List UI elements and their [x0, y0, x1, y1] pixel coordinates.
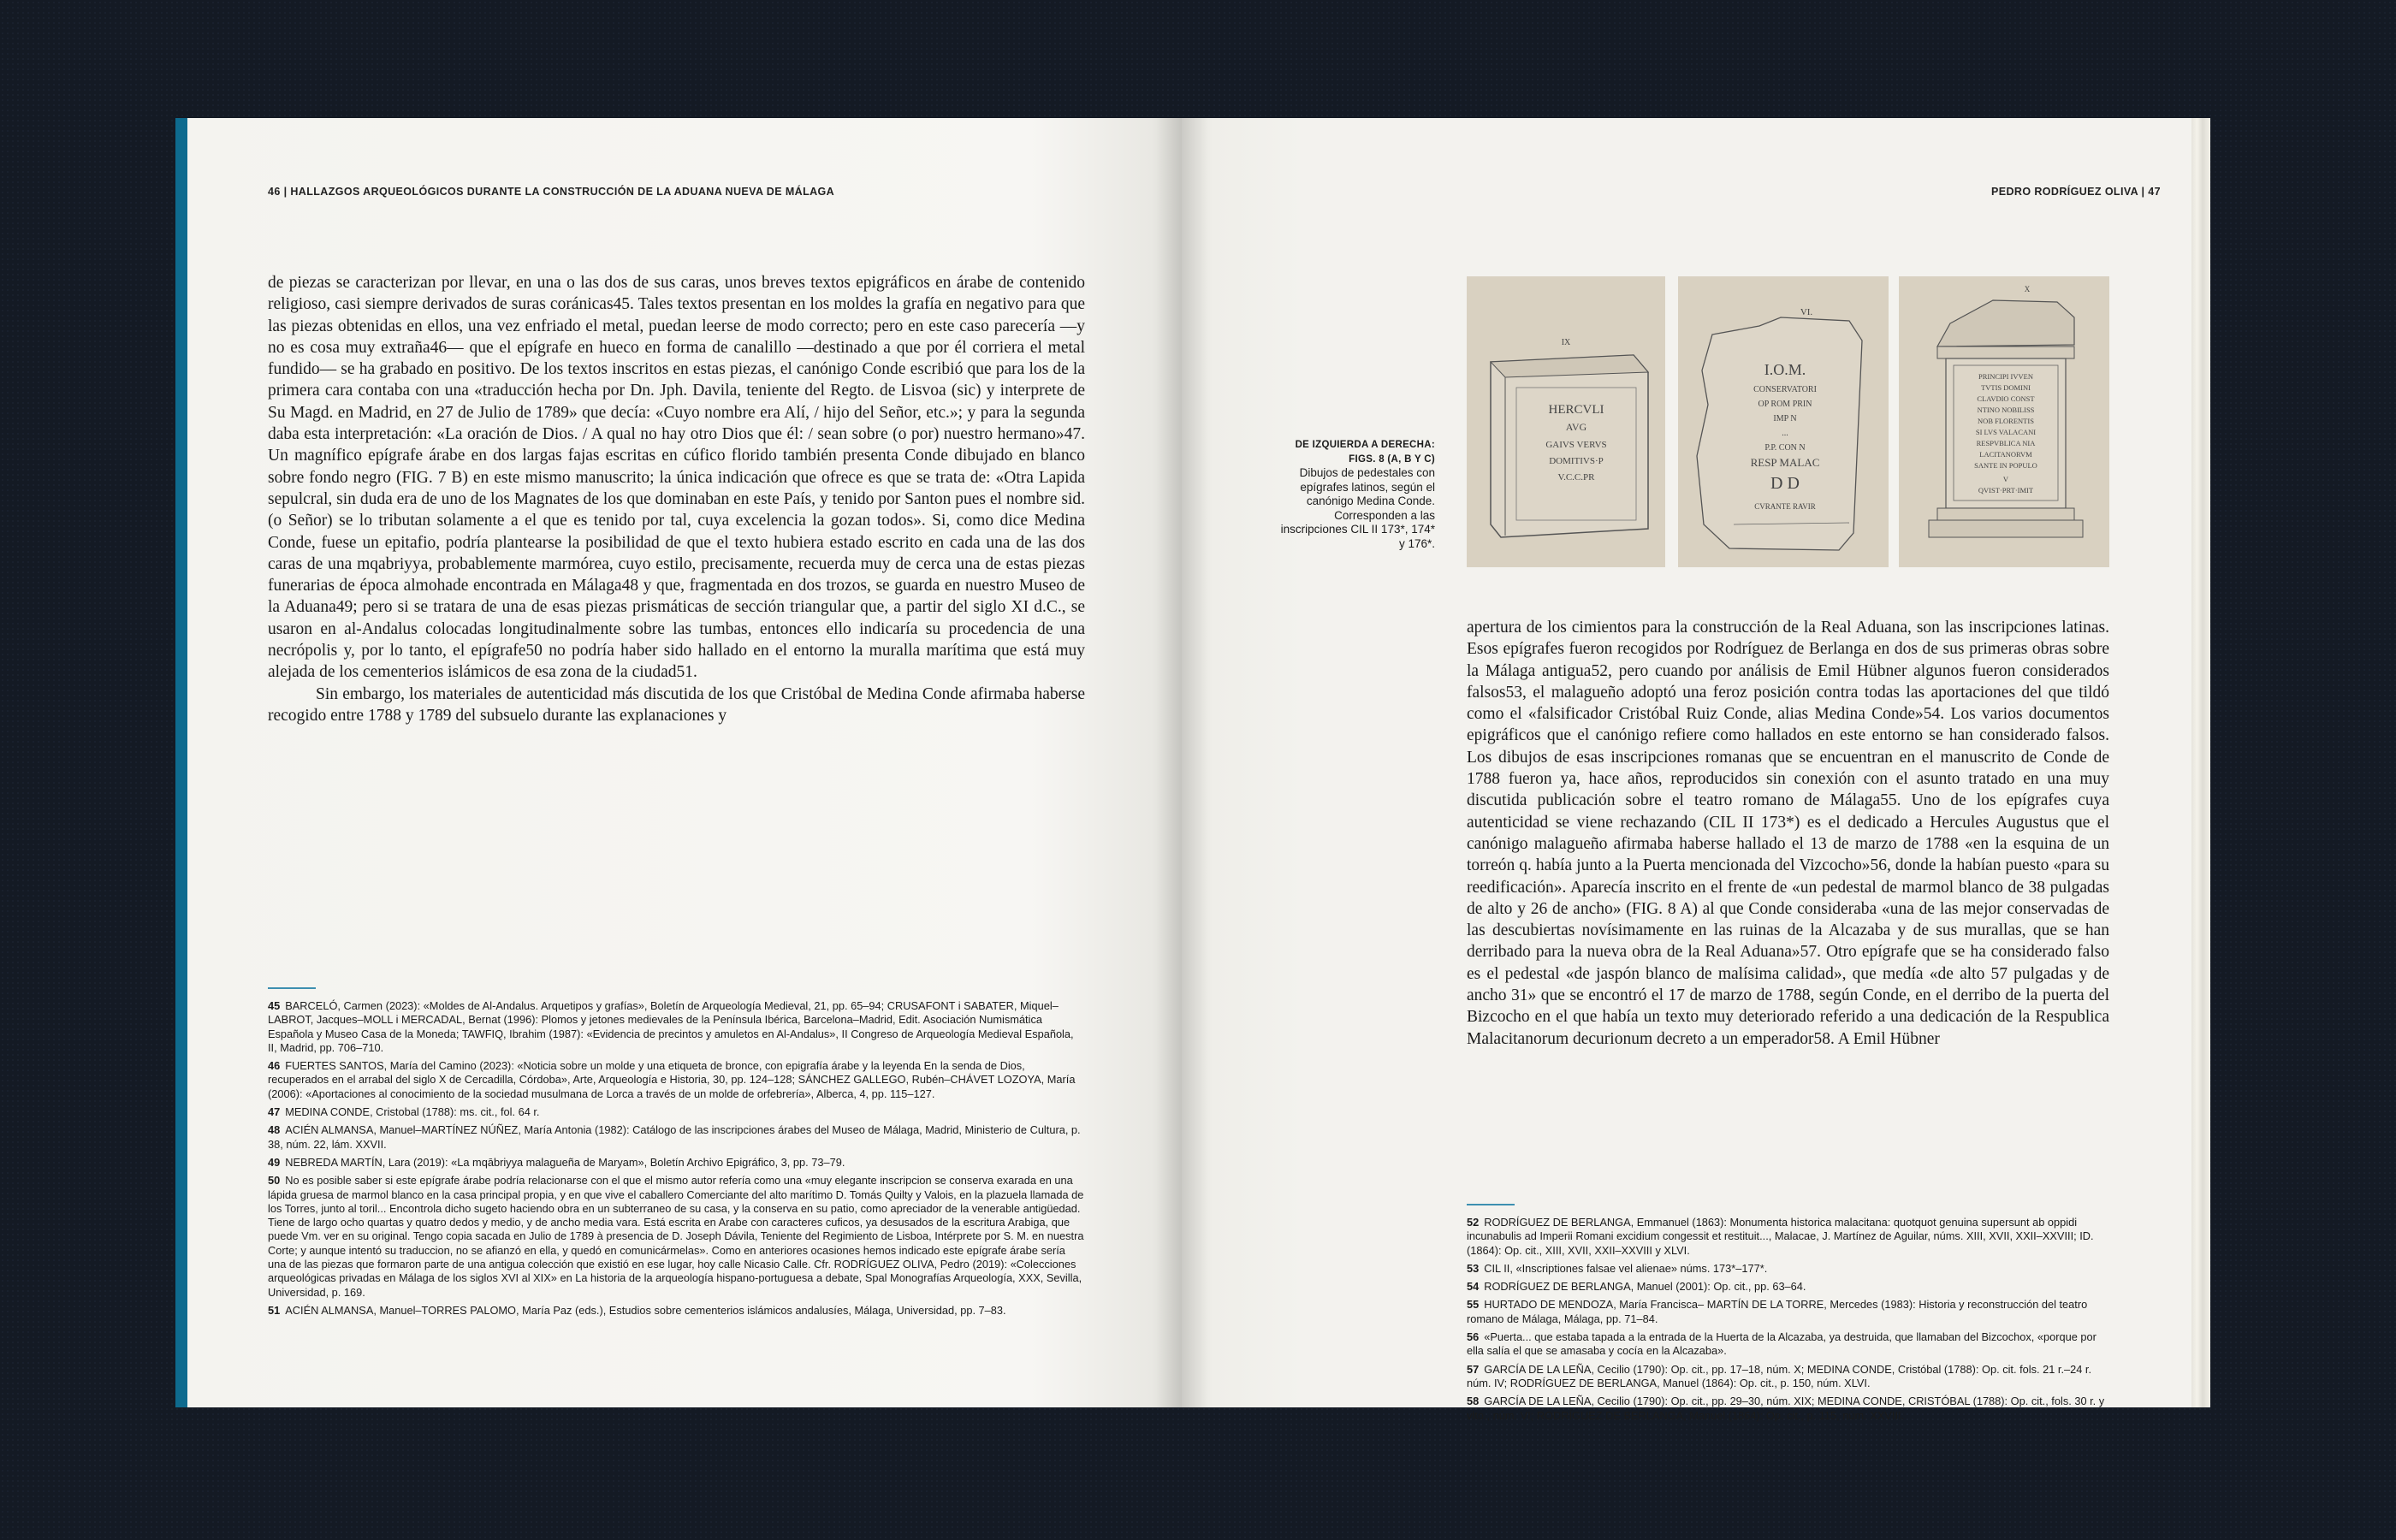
inscription-line: LACITANORVM	[1979, 450, 2032, 459]
inscription-line: OP ROM PRIN	[1758, 400, 1812, 409]
footnote: 48 ACIÉN ALMANSA, Manuel–MARTÍNEZ NÚÑEZ, María Antonia (1982): Catálogo de las inscripciones árabes del Museo de Málaga, Madrid, Ministerio de Cultura, p. 38, núm. 22, lám. XXVII.	[268, 1123, 1081, 1151]
inscription-line: D D	[1770, 474, 1800, 493]
right-running-head: PEDRO RODRÍGUEZ OLIVA | 47	[1991, 186, 2161, 198]
figure-numeral: VI.	[1800, 307, 1813, 317]
left-footnotes	[268, 999, 1085, 1322]
inscription-line: PRINCIPI IVVEN	[1978, 372, 2033, 381]
inscription-line: SANTE IN POPULO	[1974, 461, 2037, 470]
footnote: 45 BARCELÓ, Carmen (2023): «Moldes de Al-Andalus. Arquetipos y grafías», Boletín de Arqueología Medieval, 21, pp. 65–94; CRUSAFONT i SABATER, Miquel–LABROT, Jacques–MOLL i MERCADAL, Bernat (1996): Plomos y jetones medievales de la Península Ibérica, Barcelona–Madrid, Edit. Asociación Numismática Española y Museo Casa de la Moneda; TAWFIQ, Ibrahim (1987): «Evidencia de precintos y amuletos en Al-Andalus», II Congreso de Arqueología Medieval Española, II, Madrid, pp. 706–710.	[268, 999, 1074, 1054]
footnote: 46 FUERTES SANTOS, María del Camino (2023): «Noticia sobre un molde y una etiqueta de bronce, con epigrafía árabe y la leyenda En la senda de Dios, recuperados en el arrabal del siglo X de Cercadilla, Córdoba», Arte, Arqueología e Historia, 30, pp. 124–128; SÁNCHEZ GALLEGO, Rubén–CHÁVET LOZOYA, María (2006): «Aportaciones al conocimiento de la sociedad musulmana de Lorca a través de un molde de orfebrería», Alberca, 4, pp. 115–127.	[268, 1059, 1076, 1100]
blue-page-edge	[175, 118, 187, 1407]
inscription-line: TVTIS DOMINI	[1981, 383, 2031, 392]
footnote: 49 NEBREDA MARTÍN, Lara (2019): «La mqābriyya malagueña de Maryam», Boletín Archivo Epigráfico, 3, pp. 73–79.	[268, 1155, 845, 1169]
inscription-line: HERCVLI	[1548, 403, 1604, 417]
inscription-line: CLAVDIO CONST	[1977, 394, 2035, 403]
inscription-line: QVIST·PRT·IMIT	[1978, 486, 2034, 495]
inscription-line: V	[2002, 475, 2009, 483]
inscription-line: AVG	[1565, 421, 1587, 433]
caption-text: Dibujos de pedestales con epígrafes latinos, según el canónigo Medina Conde. Corresponden a las inscripciones CIL II 173*, 174* y 176*.	[1280, 466, 1435, 550]
left-running-title: HALLAZGOS ARQUEOLÓGICOS DURANTE LA CONSTRUCCIÓN DE LA ADUANA NUEVA DE MÁLAGA	[290, 186, 835, 198]
left-paragraph: de piezas se caracterizan por llevar, en una o las dos de sus caras, unos breves textos epigráficos en árabe de contenido religioso, casi siempre derivados de suras coránicas45. Tales textos presentan en los moldes la grafía en negativo para que las piezas obtenidas en ellos, una vez enfriado el metal, puedan leerse de modo correcto; pero en este caso parecería —y no es cosa muy extraña46— que el epígrafe en hueco en forma de canalillo —destinado a que por él corriera el metal fundido— se ha grabado en positivo. De los textos inscritos en estas piezas, el canónigo Conde escribió que para los de la primera cara contaba con una «traducción hecha por Dn. Jph. Davila, teniente del Regto. de Lisvoa (sic) y interprete de Su Magd. en Madrid, en 27 de Julio de 1789» que decía: «Cuyo nombre era Alí, / hijo del Señor, etc.»; y para la segunda daba esta interpretación: «La oración de Dios. / A qual no hay otro Dios que él: / sean sobre (o por) nuestro hermano»47. Un magnífico epígrafe árabe en dos largas fajas escritas en cúfico florido también presenta Conde dibujado en blanco sobre fondo negro (FIG. 7 B) en este mismo manuscrito; la única indicación que ofrece es que se trata de: «Otra Lapida sepulcral, sin duda era de uno de los Magnates de los que dominaban en este País, y tenido por Santon pues el nombre sid. (o Señor) se lo tributan solamente a el que es tenido por tal, cuya excelencia la gozan todos». Si, como dice Medina Conde, fuese un epitafio, podría plantearse la posibilidad de que el texto hubiera estado escrito en cada una de las dos caras de una mqabriyya, probablemente marmórea, cuyo estilo, precisamente, recuerda muy de cerca una de estas piezas funerarias de época almohade encontrada en Málaga48 y que, fragmentada en dos trozos, se guarda en nuestro Museo de la Aduana49; pero si se tratara de una de esas piezas prismáticas de sección triangular que, a partir del siglo XI d.C., se usaron en al-Andalus colocadas longitudinalmente sobre las tumbas, entonces ello indicaría su procedencia de una necrópolis y, por lo tanto, el epígrafe50 no podría haber sido hallado en el entorno la muralla marítima que está muy alejada de los cementerios islámicos de esa zona de la ciudad51.	[268, 274, 1085, 682]
right-running-title: PEDRO RODRÍGUEZ OLIVA	[1991, 186, 2138, 198]
inscription-line: SI LVS VALACANI	[1975, 428, 2037, 436]
page-edge	[2191, 118, 2210, 1407]
caption-head: DE IZQUIERDA A DERECHA: FIGS. 8 (A, B Y C)	[1295, 440, 1435, 465]
inscription-line: CVRANTE RAVIR	[1754, 502, 1816, 511]
footnote-rule	[268, 987, 316, 989]
inscription-line: V.C.C.PR	[1557, 472, 1595, 483]
footnote: 56 «Puerta... que estaba tapada a la entrada de la Huerta de la Alcazaba, ya destruida, que llamaban del Bizcochox, «porque por ella salía el que se amasaba y cocía en la Alcazaba».	[1467, 1330, 2096, 1358]
figure-8c-pedestal-drawing	[1899, 276, 2109, 567]
footnote: 57 GARCÍA DE LA LEÑA, Cecilio (1790): Op. cit., pp. 17–18, núm. X; MEDINA CONDE, Cristóbal (1788): Op. cit. fols. 21 r.–24 r. núm. IV; RODRÍGUEZ DE BERLANGA, Manuel (1864): Op. cit., p. 150, núm. XLVI.	[1467, 1362, 2092, 1389]
figure-caption	[1274, 438, 1435, 551]
footnote: 53 CIL II, «Inscriptiones falsae vel alienae» núms. 173*–177*.	[1467, 1261, 1768, 1275]
left-page	[175, 118, 1182, 1407]
inscription-line: RESPVBLICA NIA	[1976, 439, 2036, 447]
inscription-line: ...	[1782, 429, 1788, 438]
inscription-line: IMP N	[1773, 414, 1797, 424]
footnote: 50 No es posible saber si este epígrafe árabe podría relacionarse con el que el mismo autor refería como una «muy elegante inscripcion se conserva exarada en una lápida gruesa de marmol blanco en la casa principal propia, y en que vive el caballero Comerciante del alto marítimo D. Tomás Quilty y Valois, en la plazuela llamada de los Torres, junto al toril... Encontrola dicho sugeto haciendo obra en un subterraneo de su casa, y la conserva en su patio, como apreciador de la venerable antigüedad. Tiene de largo ocho quartas y quatro dedos y medio, y de ancho media vara. Está escrita en Arabe con caracteres cuficos, ya desusados de la escritura Arabiga, que puede Vm. ver en su original. Tengo copia sacada en Julio de 1789 à presencia de D. Joseph Dávila, Teniente del Regimiento de Lisboa, Intérprete por S. M. en nuestra Corte; y aunque intentó su traduccion, no se afianzó en ella, y quedó en comunicármelas». Como en anteriores ocasiones hemos indicado este epígrafe árabe sería una de las piezas que formaron parte de una antigua colección que existió en ese lugar, hoy calle Nicasio Calle. Cfr. RODRÍGUEZ OLIVA, Pedro (2019): «Colecciones arqueológicas privadas en Málaga de los siglos XVI al XIX» en La historia de la arqueología hispano-portuguesa a debate, Spal Monografías Arqueología, XXX, Sevilla, Universidad, p. 169.	[268, 1174, 1084, 1299]
footnote-rule	[1467, 1204, 1515, 1205]
inscription-line: P.P. CON N	[1764, 443, 1806, 453]
book-spread	[175, 118, 2210, 1422]
footnote: 51 ACIÉN ALMANSA, Manuel–TORRES PALOMO, María Paz (eds.), Estudios sobre cementerios islámicos andalusíes, Málaga, Universidad, pp. 7–83.	[268, 1303, 1006, 1317]
right-page-number: 47	[2148, 186, 2161, 198]
inscription-line: NTINO NOBILISS	[1977, 406, 2035, 414]
left-body-text	[268, 272, 1085, 961]
left-page-number: 46	[268, 186, 281, 198]
inscription-line: I.O.M.	[1764, 361, 1806, 378]
inscription-line: NOB FLORENTIS	[1978, 417, 2034, 425]
footnote: 55 HURTADO DE MENDOZA, María Francisca– MARTÍN DE LA TORRE, Mercedes (1983): Historia y reconstrucción del teatro romano de Málaga, Málaga, pp. 71–84.	[1467, 1298, 2088, 1325]
figure-numeral: X	[2024, 285, 2031, 293]
footnote: 58 GARCÍA DE LA LEÑA, Cecilio (1790): Op. cit., pp. 29–30, núm. XIX; MEDINA CONDE, CRISTÓBAL (1788): Op. cit., fols. 30 r. y vlto., núm. VI; RODRÍGUEZ DE BERLANGA, Manuel (1864): Op. cit., p. 115, núm. XXVIII.	[1467, 1395, 2105, 1422]
inscription-line: DOMITIVS·P	[1549, 456, 1604, 466]
inscription-line: CONSERVATORI	[1753, 385, 1817, 394]
footnote: 47 MEDINA CONDE, Cristobal (1788): ms. cit., fol. 64 r.	[268, 1105, 540, 1119]
figure-8b-pedestal-drawing	[1678, 276, 1889, 567]
footnote: 54 RODRÍGUEZ DE BERLANGA, Manuel (2001): Op. cit., pp. 63–64.	[1467, 1280, 1806, 1294]
left-paragraph: Sin embargo, los materiales de autenticidad más discutida de los que Cristóbal de Medina Conde afirmaba haberse recogido entre 1788 y 1789 del subsuelo durante las explanaciones y	[268, 684, 1085, 725]
right-body-text	[1467, 617, 2109, 1173]
inscription-line: RESP MALAC	[1750, 456, 1820, 469]
left-running-head: 46 | HALLAZGOS ARQUEOLÓGICOS DURANTE LA CONSTRUCCIÓN DE LA ADUANA NUEVA DE MÁLAGA	[268, 186, 835, 198]
right-paragraph: apertura de los cimientos para la construcción de la Real Aduana, son las inscripciones latinas. Esos epígrafes fueron recogidos por Rodríguez de Berlanga en dos de sus primeras obras sobre la Málaga antigua52, pero cuando por análisis de Emil Hübner algunos fueron considerados falsos53, el malagueño adoptó una feroz posición contra todas las aportaciones del que tildó como el «falsificador Cristóbal Ruiz Conde, alias Medina Conde»54. Los varios documentos epigráficos que el canónigo refiere como hallados en este entorno se han considerado falsos. Los dibujos de esas inscripciones romanas que se encuentran en el manuscrito de Conde de 1788 fueron ya, hace años, reproducidos sin conexión con el asunto tratado en una muy discutida publicación sobre el teatro romano de Málaga55. Uno de los epígrafes cuya autenticidad se viene rechazando (CIL II 173*) es el dedicado a Hercules Augustus que el canónigo malagueño afirmaba haberse hallado el 13 de marzo de 1788 «en la esquina de un torreón q. había junto a la Puerta mencionada del Vizcocho»56, donde la habían puesto «para su reedificación». Aparecía inscrito en el frente de «un pedestal de marmol blanco de 38 pulgadas de alto y 26 de ancho» (FIG. 8 A) al que Conde consideraba «una de las mejor conservadas de las descubiertas novísimamente en las ruinas de la Alcazaba y de sus murallas, que se han derribado para la nueva obra de la Real Aduana»57. Otro epígrafe que se ha considerado falso es el pedestal «de jaspón blanco de malísima calidad», que medía «de alto 57 pulgadas y de ancho 31» que se encontró el 17 de marzo de 1788, según Conde, en el derribo de la puerta del Bizcocho en el que había un texto muy deteriorado referido a una dedicación de la Respublica Malacitanorum decurionum decreto a un emperador58. A Emil Hübner	[1467, 619, 2109, 1048]
figure-8a-pedestal-drawing	[1467, 276, 1665, 567]
footnote: 52 RODRÍGUEZ DE BERLANGA, Emmanuel (1863): Monumenta historica malacitana: quotquot genuina supersunt ab oppidi incunabulis ad Imperii Romani excidium congessit et restituit..., Malacae, J. Martínez de Aguilar, núms. XIII, XVII, XXII–XXVIII; ID. (1864): Op. cit., XIII, XVII, XXII–XXVIII y XLVI.	[1467, 1216, 2094, 1257]
figure-numeral: IX	[1561, 338, 1571, 347]
inscription-line: GAIVS VERVS	[1545, 440, 1607, 450]
right-footnotes	[1467, 1216, 2109, 1427]
right-page	[1182, 118, 2210, 1422]
